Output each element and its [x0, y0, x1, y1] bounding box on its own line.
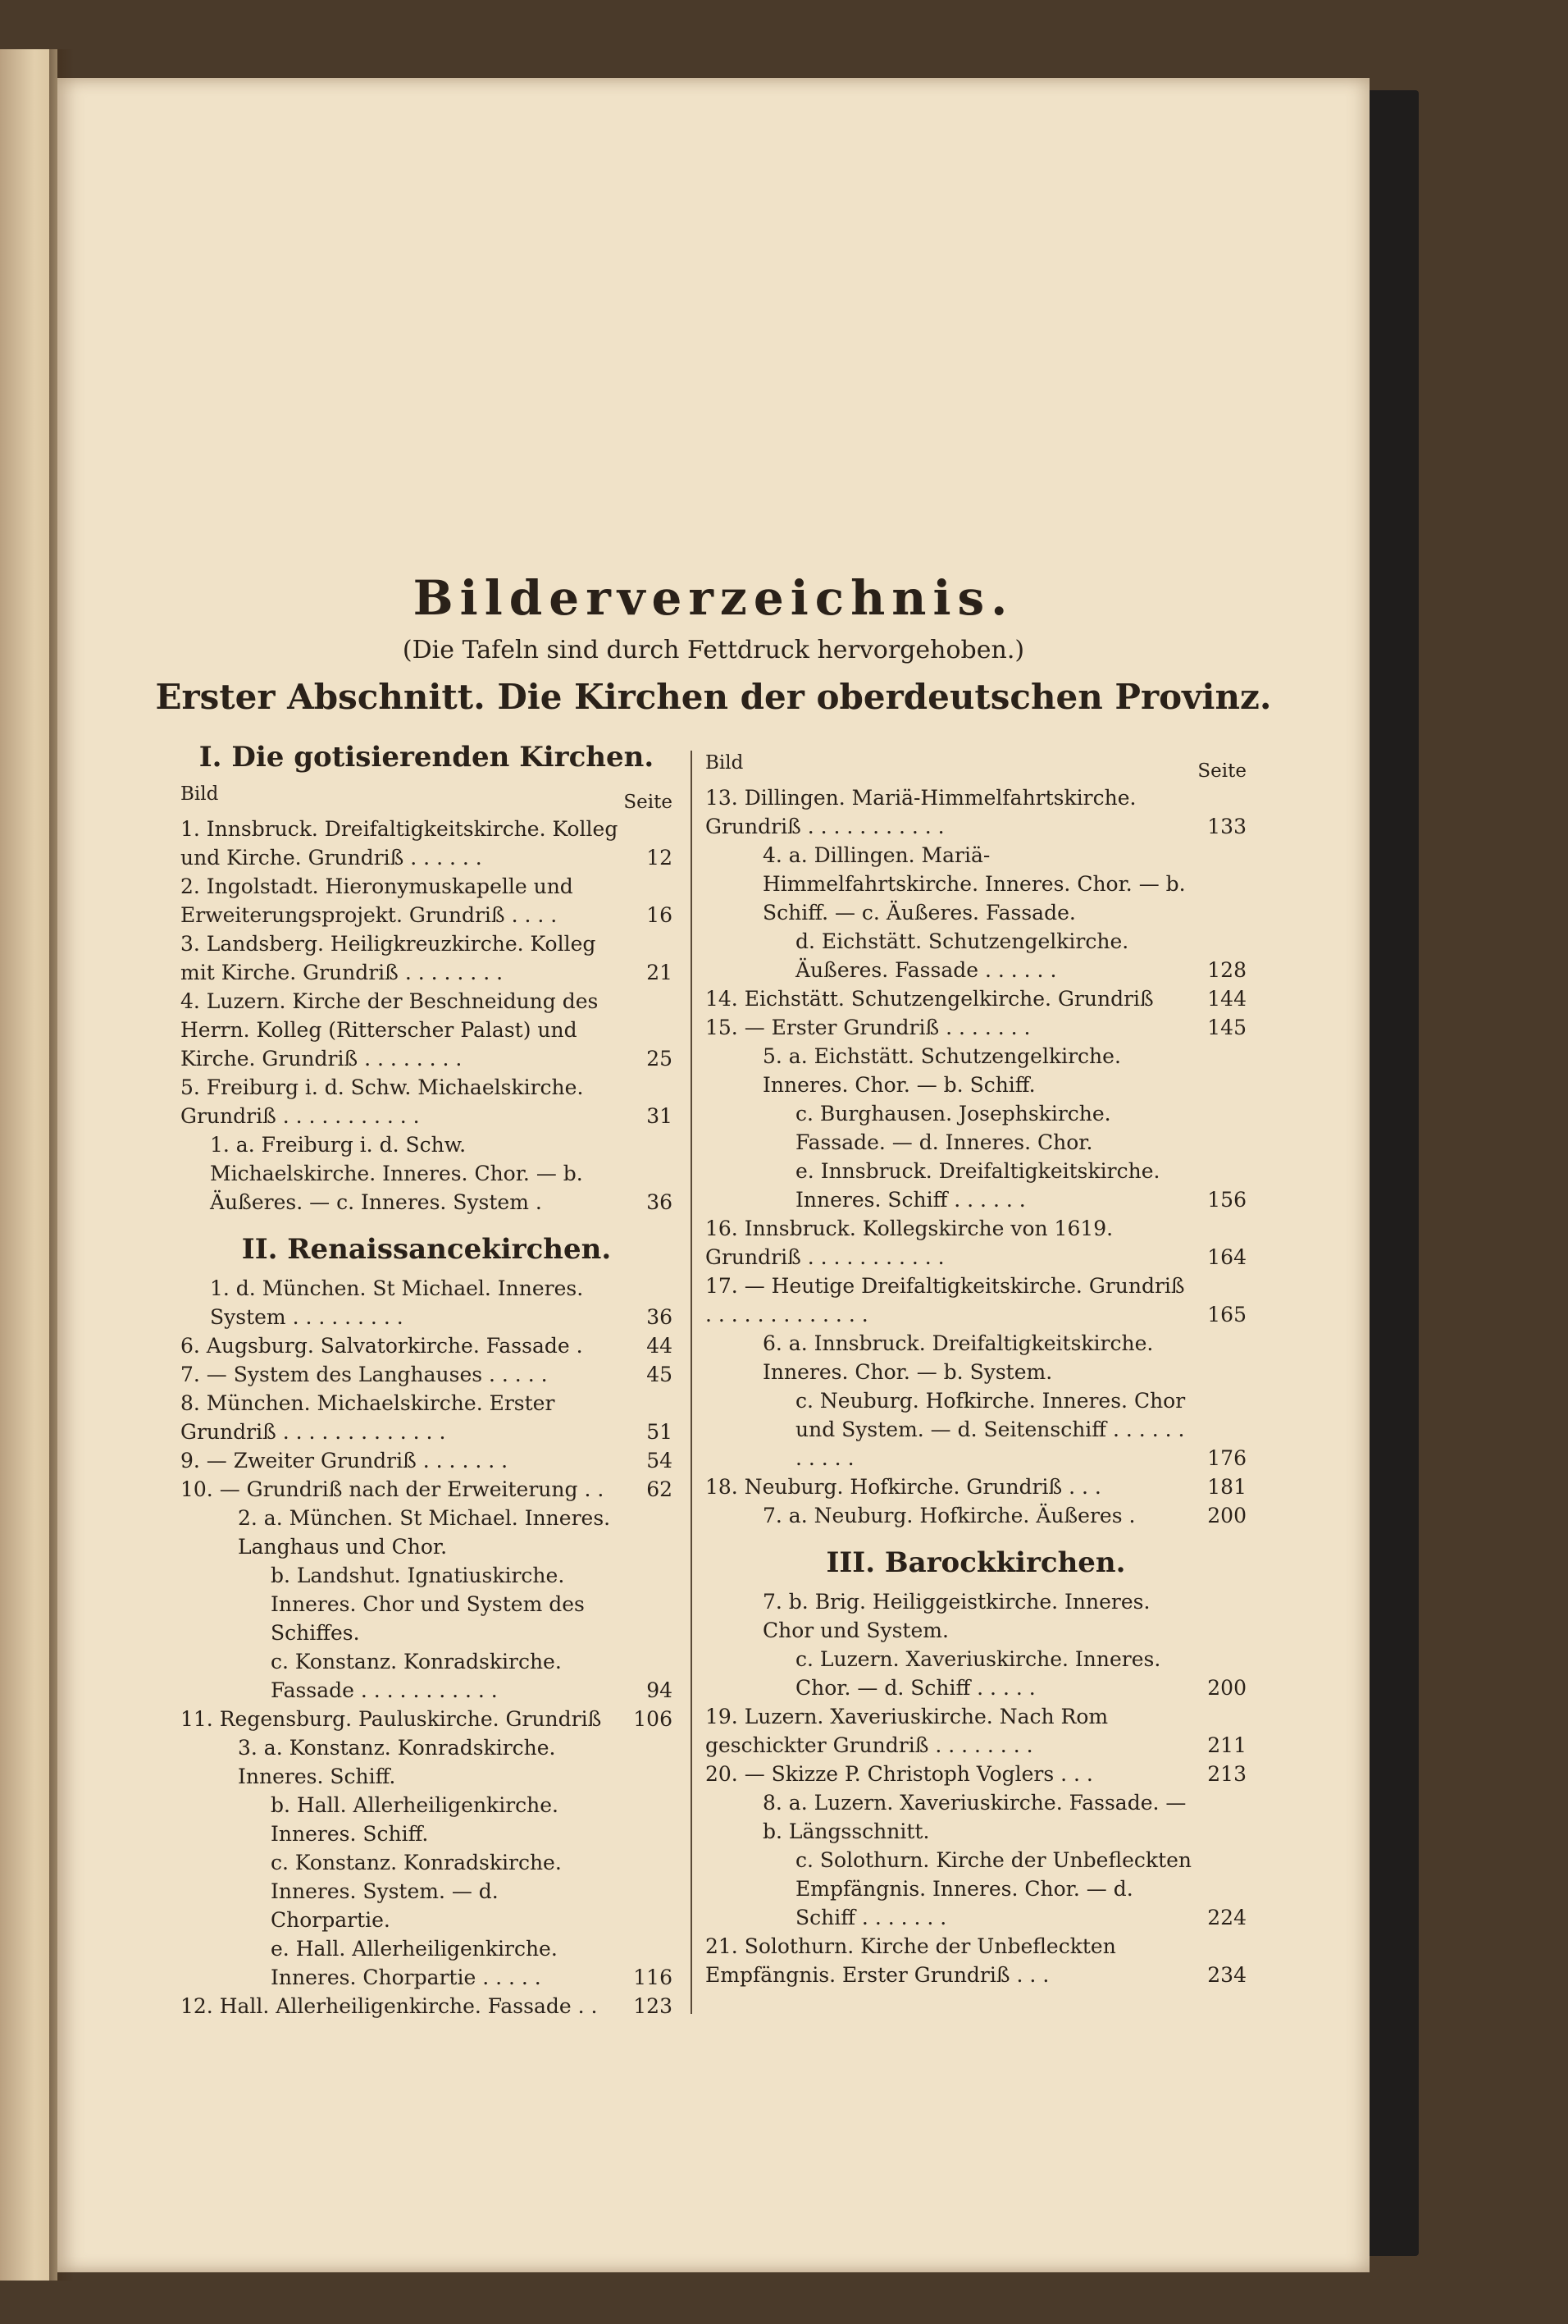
column-header — [180, 782, 672, 815]
entry-page: 224 — [1207, 1906, 1247, 1929]
entry-text: 18. Neuburg. Hofkirche. Grundriß . . . — [705, 1475, 1101, 1499]
entry-page: 165 — [1207, 1303, 1247, 1326]
list-entry-plate — [705, 1042, 1247, 1099]
list-entry — [180, 1331, 672, 1360]
entry-text: 14. Eichstätt. Schutzengelkirche. Grundriß — [705, 987, 1154, 1011]
list-entry — [180, 929, 672, 987]
entry-text: 19. Luzern. Xaveriuskirche. Nach Rom geschickter Grundriß . . . . . . . . — [705, 1705, 1109, 1757]
entry-page: 25 — [646, 1047, 672, 1071]
bild-label: Bild — [705, 752, 744, 774]
entry-page: 51 — [646, 1420, 672, 1444]
entry-page: 234 — [1207, 1963, 1247, 1987]
list-entry-plate — [705, 1157, 1247, 1214]
entry-text: 17. — Heutige Dreifaltigkeitskirche. Grundriß . . . . . . . . . . . . . — [705, 1274, 1185, 1326]
entry-page: 36 — [646, 1305, 672, 1329]
entry-text: 7. — System des Langhauses . . . . . — [180, 1363, 548, 1386]
entry-text: 2. Ingolstadt. Hieronymuskapelle und Erweiterungsprojekt. Grundriß . . . . — [180, 874, 573, 927]
entry-text: 11. Regensburg. Pauluskirche. Grundriß — [180, 1707, 602, 1731]
seite-label: Seite — [1197, 760, 1247, 782]
entry-text: 20. — Skizze P. Christoph Voglers . . . — [705, 1762, 1093, 1786]
entry-text: 3. a. Konstanz. Konradskirche. Inneres. Schiff. — [238, 1736, 556, 1788]
entry-text: c. Luzern. Xaveriuskirche. Inneres. Chor. — d. Schiff . . . . . — [795, 1647, 1161, 1700]
page-title: Bilderverzeichnis. — [413, 570, 1014, 626]
book-page — [57, 78, 1370, 2272]
list-entry — [180, 815, 672, 872]
list-entry-plate — [180, 1561, 672, 1647]
list-entry-plate — [180, 1130, 672, 1217]
list-entry-plate — [705, 1099, 1247, 1157]
entry-page: 12 — [646, 846, 672, 870]
entry-page: 116 — [633, 1966, 672, 1989]
list-entry-plate — [180, 1791, 672, 1848]
list-entry-plate — [705, 841, 1247, 927]
entry-text: c. Neuburg. Hofkirche. Inneres. Chor und System. — d. Seitenschiff . . . . . . . . . . . — [795, 1389, 1186, 1470]
entry-page: 106 — [633, 1707, 672, 1731]
list-entry — [180, 1073, 672, 1130]
entry-text: e. Innsbruck. Dreifaltigkeitskirche. Inneres. Schiff . . . . . . — [795, 1159, 1160, 1212]
entry-text: 3. Landsberg. Heiligkreuzkirche. Kolleg mit Kirche. Grundriß . . . . . . . . — [180, 932, 596, 984]
entry-page: 200 — [1207, 1676, 1247, 1700]
entry-text: 9. — Zweiter Grundriß . . . . . . . — [180, 1449, 508, 1472]
bild-label: Bild — [180, 783, 219, 805]
heading-barock: III. Barockkirchen. — [826, 1546, 1126, 1579]
heading-renaissance: II. Renaissancekirchen. — [241, 1233, 612, 1266]
seite-label: Seite — [623, 792, 672, 813]
section-heading: Erster Abschnitt. Die Kirchen der oberdeutschen Provinz. — [155, 677, 1272, 717]
list-entry-plate — [180, 1274, 672, 1331]
list-entry-plate — [705, 1645, 1247, 1702]
list-entry — [705, 1472, 1247, 1501]
entry-text: 12. Hall. Allerheiligenkirche. Fassade . . — [180, 1994, 598, 2018]
entry-text: 15. — Erster Grundriß . . . . . . . — [705, 1016, 1031, 1039]
list-entry-plate — [180, 1647, 672, 1705]
entry-page: 54 — [646, 1449, 672, 1472]
list-entry-plate — [705, 1788, 1247, 1846]
entry-text: c. Burghausen. Josephskirche. Fassade. — d. Inneres. Chor. — [795, 1102, 1111, 1154]
entry-text: 8. München. Michaelskirche. Erster Grundriß . . . . . . . . . . . . . — [180, 1391, 555, 1444]
list-entry-plate — [705, 1329, 1247, 1386]
entry-text: 13. Dillingen. Mariä-Himmelfahrtskirche. Grundriß . . . . . . . . . . . — [705, 786, 1137, 838]
entry-page: 128 — [1207, 958, 1247, 982]
entry-page: 156 — [1207, 1188, 1247, 1212]
entry-text: c. Solothurn. Kirche der Unbefleckten Empfängnis. Inneres. Chor. — d. Schiff . . . . . . . — [795, 1848, 1192, 1929]
entry-page: 94 — [646, 1678, 672, 1702]
list-entry — [180, 1360, 672, 1389]
entry-text: 7. b. Brig. Heiliggeistkirche. Inneres. Chor und System. — [763, 1590, 1151, 1642]
list-entry — [705, 1760, 1247, 1788]
entry-page: 176 — [1207, 1446, 1247, 1470]
entry-page: 36 — [646, 1190, 672, 1214]
list-entry — [180, 1705, 672, 1733]
list-entry — [705, 783, 1247, 841]
list-entry — [180, 1992, 672, 2020]
list-entry-plate — [705, 1386, 1247, 1472]
entry-text: b. Hall. Allerheiligenkirche. Inneres. Schiff. — [271, 1793, 559, 1846]
entry-text: 6. Augsburg. Salvatorkirche. Fassade . — [180, 1334, 583, 1358]
list-entry-plate — [180, 1848, 672, 1934]
entry-text: 10. — Grundriß nach der Erweiterung . . — [180, 1477, 604, 1501]
entry-text: 4. Luzern. Kirche der Beschneidung des Herrn. Kolleg (Ritterscher Palast) und Kirche. Grundriß . . . . . . . . — [180, 989, 599, 1071]
entry-page: 145 — [1207, 1016, 1247, 1039]
entry-page: 123 — [633, 1994, 672, 2018]
entry-text: 4. a. Dillingen. Mariä-Himmelfahrtskirche. Inneres. Chor. — b. Schiff. — c. Äußeres. Fassade. — [763, 843, 1186, 925]
page-subtitle: (Die Tafeln sind durch Fettdruck hervorgehoben.) — [402, 636, 1025, 664]
entry-text: 1. d. München. St Michael. Inneres. System . . . . . . . . . — [210, 1276, 584, 1329]
entry-text: 5. a. Eichstätt. Schutzengelkirche. Inneres. Chor. — b. Schiff. — [763, 1044, 1121, 1097]
entry-text: 16. Innsbruck. Kollegskirche von 1619. Grundriß . . . . . . . . . . . — [705, 1217, 1114, 1269]
entry-page: 45 — [646, 1363, 672, 1386]
list-entry-plate — [705, 1501, 1247, 1530]
book-cover-edge — [1361, 90, 1419, 2256]
list-entry-plate — [705, 1587, 1247, 1645]
entry-page: 31 — [646, 1104, 672, 1128]
entry-text: 7. a. Neuburg. Hofkirche. Äußeres . — [763, 1504, 1136, 1527]
entry-text: e. Hall. Allerheiligenkirche. Inneres. Chorpartie . . . . . — [271, 1937, 558, 1989]
entry-page: 144 — [1207, 987, 1247, 1011]
list-entry — [705, 1013, 1247, 1042]
entry-page: 133 — [1207, 815, 1247, 838]
entry-text: 2. a. München. St Michael. Inneres. Langhaus und Chor. — [238, 1506, 611, 1559]
entry-page: 181 — [1207, 1475, 1247, 1499]
entry-text: c. Konstanz. Konradskirche. Inneres. System. — d. Chorpartie. — [271, 1851, 562, 1932]
entry-page: 200 — [1207, 1504, 1247, 1527]
list-entry-plate — [180, 1934, 672, 1992]
list-entry — [705, 1214, 1247, 1272]
column-divider — [691, 751, 692, 2014]
entry-page: 211 — [1207, 1733, 1247, 1757]
entry-page: 16 — [646, 903, 672, 927]
column-header — [705, 751, 1247, 783]
list-entry — [180, 1475, 672, 1504]
entry-text: 21. Solothurn. Kirche der Unbefleckten Empfängnis. Erster Grundriß . . . — [705, 1934, 1116, 1987]
list-entry — [180, 987, 672, 1073]
entry-page: 213 — [1207, 1762, 1247, 1786]
entry-text: 6. a. Innsbruck. Dreifaltigkeitskirche. Inneres. Chor. — b. System. — [763, 1331, 1154, 1384]
right-column — [705, 751, 1247, 1989]
list-entry — [705, 1702, 1247, 1760]
entry-text: 1. a. Freiburg i. d. Schw. Michaelskirche. Inneres. Chor. — b. Äußeres. — c. Inneres. System . — [210, 1133, 583, 1214]
entry-page: 21 — [646, 961, 672, 984]
list-entry — [705, 984, 1247, 1013]
heading-gotisierende: I. Die gotisierenden Kirchen. — [198, 741, 654, 774]
list-entry-plate — [705, 1846, 1247, 1932]
list-entry-plate — [705, 927, 1247, 984]
left-column — [180, 734, 672, 2020]
entry-page: 62 — [646, 1477, 672, 1501]
entry-text: b. Landshut. Ignatiuskirche. Inneres. Chor und System des Schiffes. — [271, 1564, 585, 1645]
entry-text: c. Konstanz. Konradskirche. Fassade . . . . . . . . . . . — [271, 1650, 562, 1702]
list-entry — [705, 1932, 1247, 1989]
entry-text: 1. Innsbruck. Dreifaltigkeitskirche. Kolleg und Kirche. Grundriß . . . . . . — [180, 817, 618, 870]
entry-page: 164 — [1207, 1245, 1247, 1269]
list-entry — [180, 1389, 672, 1446]
entry-text: 5. Freiburg i. d. Schw. Michaelskirche. Grundriß . . . . . . . . . . . — [180, 1075, 584, 1128]
entry-text: d. Eichstätt. Schutzengelkirche. Äußeres. Fassade . . . . . . — [795, 929, 1129, 982]
list-entry-plate — [180, 1504, 672, 1561]
list-entry — [705, 1272, 1247, 1329]
list-entry-plate — [180, 1733, 672, 1791]
entry-page: 44 — [646, 1334, 672, 1358]
entry-text: 8. a. Luzern. Xaveriuskirche. Fassade. — b. Längsschnitt. — [763, 1791, 1187, 1843]
list-entry — [180, 872, 672, 929]
list-entry — [180, 1446, 672, 1475]
